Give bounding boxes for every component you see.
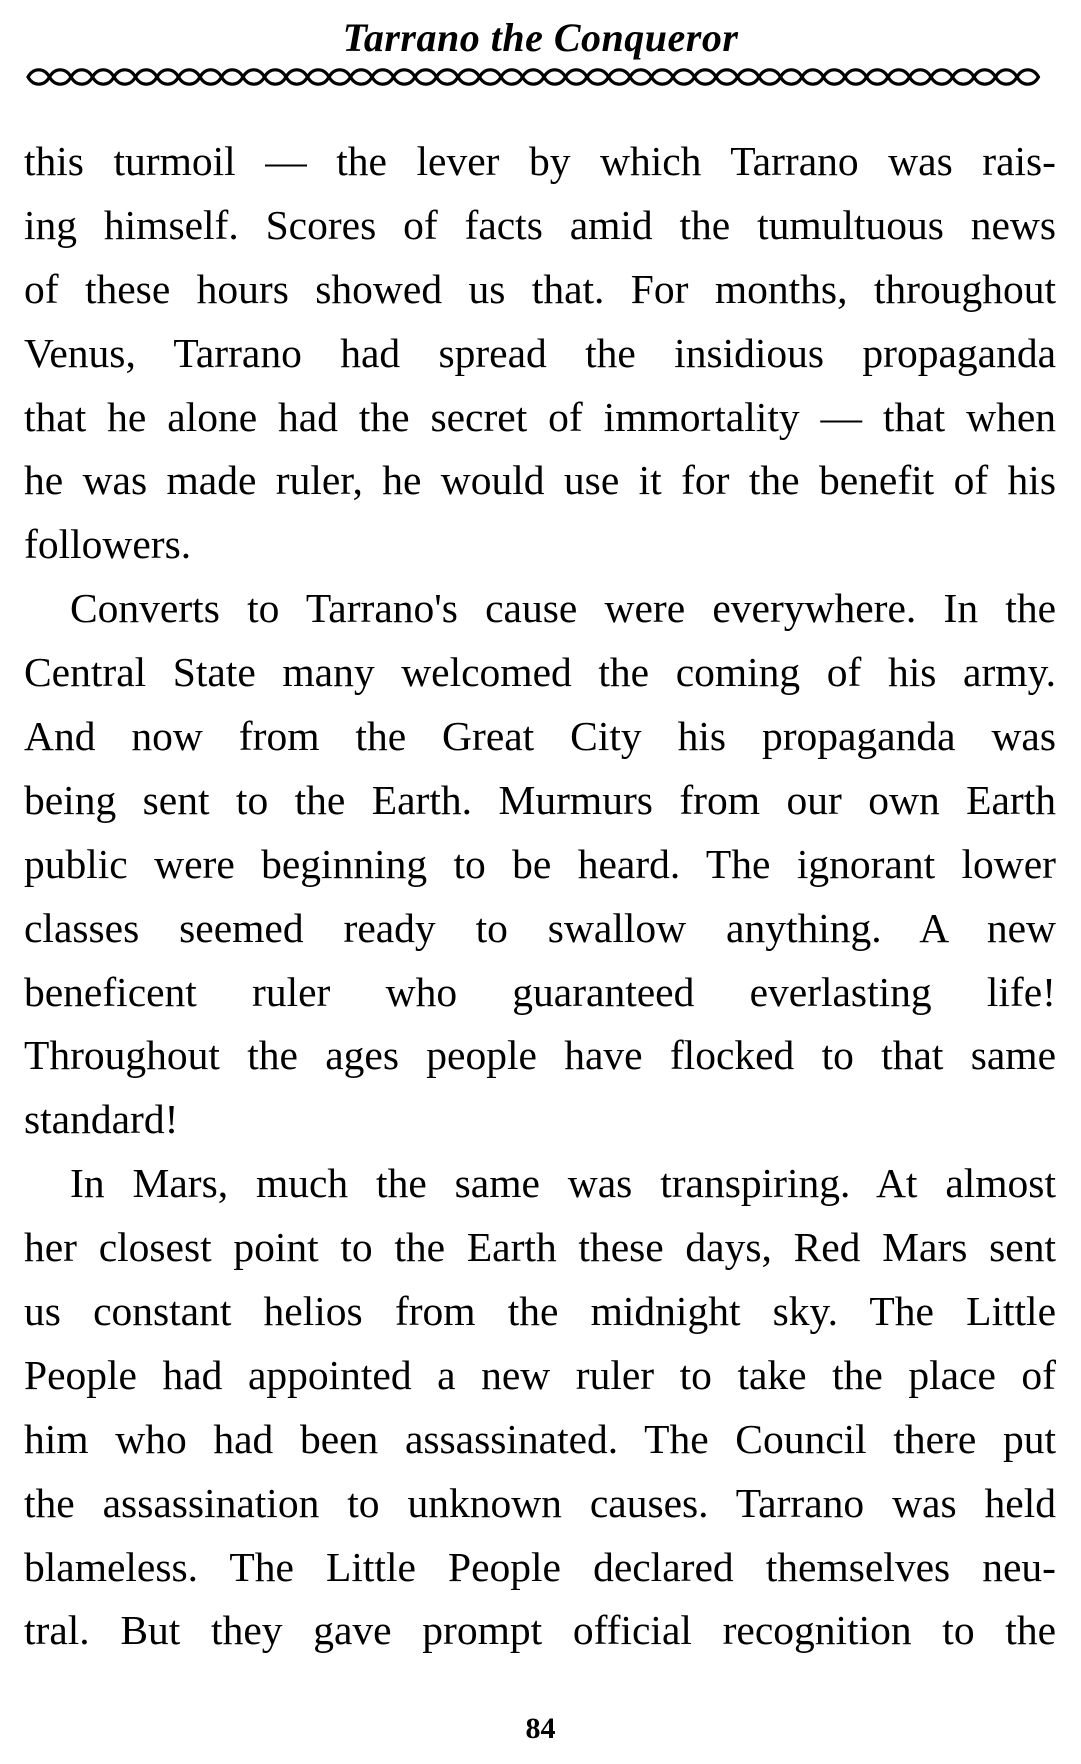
text-line: In Mars, much the same was transpiring. At almost	[70, 1160, 1056, 1207]
page-number: 84	[525, 1712, 556, 1745]
text-line: the assassination to unknown causes. Tarrano was held	[24, 1479, 1056, 1526]
text-line: of these hours showed us that. For months, throughout	[24, 265, 1056, 312]
text-line: Throughout the ages people have flocked to that same	[24, 1032, 1056, 1079]
text-line: People had appointed a new ruler to take the place of	[24, 1351, 1056, 1398]
text-line: And now from the Great City his propaganda was	[24, 713, 1056, 760]
text-line: Venus, Tarrano had spread the insidious propaganda	[24, 329, 1056, 376]
ornamental-rule	[24, 66, 1054, 88]
text-line: this turmoil — the lever by which Tarrano was rais-	[24, 138, 1056, 184]
text-line: beneficent ruler who guaranteed everlasting life!	[24, 968, 1056, 1015]
text-line: Converts to Tarrano's cause were everywhere. In the	[70, 585, 1056, 632]
running-head: Tarrano the Conqueror	[342, 15, 739, 60]
text-line: him who had been assassinated. The Council there put	[24, 1415, 1056, 1462]
text-line: he was made ruler, he would use it for the benefit of his	[24, 457, 1056, 504]
text-line: Central State many welcomed the coming of his army.	[24, 649, 1056, 696]
body-text	[24, 130, 1056, 1663]
text-line: standard!	[24, 1096, 179, 1143]
text-line: classes seemed ready to swallow anything. A new	[24, 904, 1056, 951]
text-line: followers.	[24, 521, 192, 568]
text-line: us constant helios from the midnight sky. The Little	[24, 1288, 1056, 1335]
text-line: being sent to the Earth. Murmurs from our own Earth	[24, 776, 1056, 823]
text-line: public were beginning to be heard. The ignorant lower	[24, 840, 1056, 887]
text-line: that he alone had the secret of immortality — that when	[24, 393, 1056, 440]
text-line: ing himself. Scores of facts amid the tumultuous news	[24, 201, 1056, 248]
text-line: her closest point to the Earth these days, Red Mars sent	[24, 1224, 1056, 1271]
text-line: blameless. The Little People declared themselves neu-	[24, 1543, 1056, 1590]
text-line: tral. But they gave prompt official recognition to the	[24, 1607, 1056, 1654]
